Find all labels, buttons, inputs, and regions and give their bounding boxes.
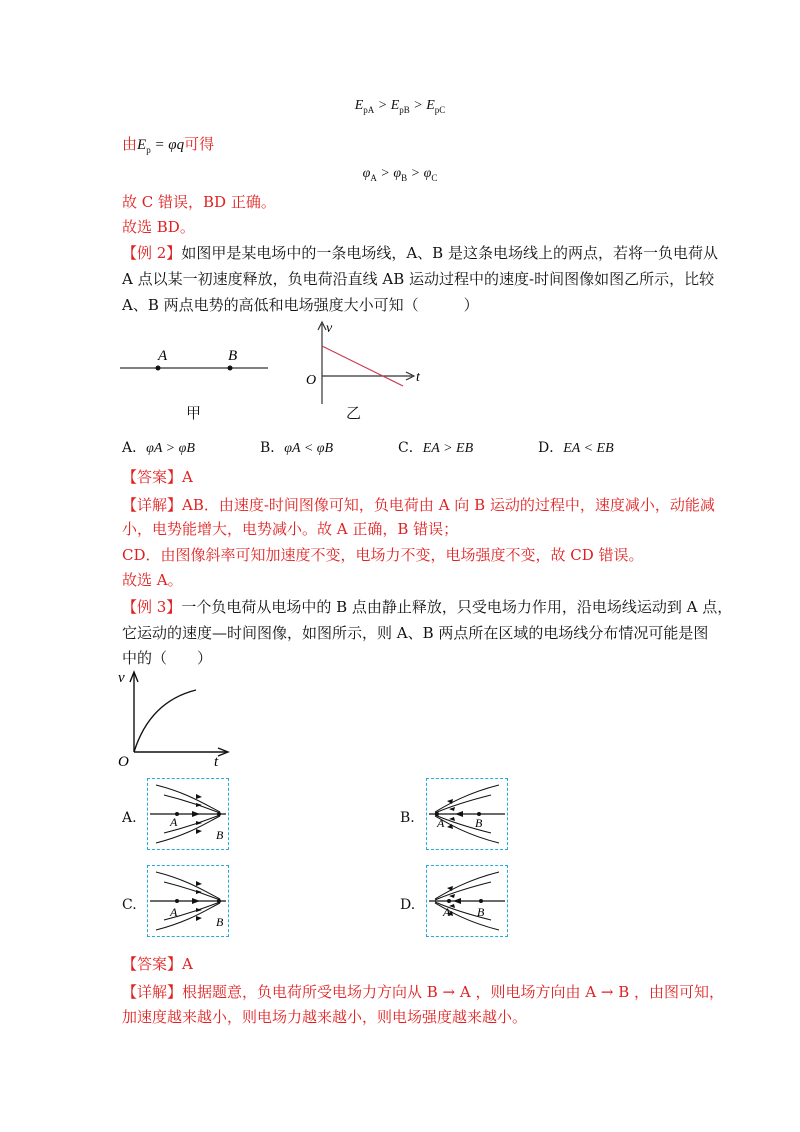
ex2-detail-line2: 小，电势能增大，电势减小。故 A 正确，B 错误； — [122, 520, 459, 538]
point-a-label: A — [158, 348, 168, 364]
ex3-option-a-figure[interactable] — [147, 778, 229, 850]
point-a-dot — [156, 366, 161, 371]
ex2-question-line3: A、B 两点电势的高低和电场强度大小可知（ ） — [122, 296, 479, 314]
velocity-line — [322, 346, 403, 386]
ex2-detail-line1: 【详解】AB．由速度-时间图像可知，负电荷由 A 向 B 运动的过程中，速度减小，动能减 — [122, 496, 715, 514]
svg-text:A: A — [170, 815, 178, 829]
ex3-question-line3: 中的（ ） — [122, 649, 213, 667]
origin-label: O — [118, 754, 129, 768]
ex2-option-d[interactable]: D．EA < EB — [538, 440, 614, 456]
line-c-wrong: 故 C 错误，BD 正确。 — [122, 193, 276, 211]
fig-yi-label: 乙 — [346, 404, 362, 422]
axis-v-label: v — [118, 670, 125, 686]
ex2-figure-field-line — [118, 340, 273, 380]
ex2-detail-line3: CD．由图像斜率可知加速度不变，电场力不变，电场强度不变，故 CD 错误。 — [122, 546, 644, 564]
ex2-figure-vt-graph — [300, 318, 430, 408]
ex2-option-b[interactable]: B．φA < φB — [260, 440, 334, 456]
fig-jia-label: 甲 — [186, 404, 202, 422]
line-choose-bd: 故选 BD。 — [122, 218, 195, 236]
ex3-vt-graph — [116, 668, 241, 768]
ex2-detail-line4: 故选 A。 — [122, 571, 183, 589]
point-b-dot — [228, 366, 233, 371]
ex3-option-b-letter[interactable]: B. — [400, 810, 415, 826]
ex3-option-d-letter[interactable]: D. — [400, 897, 416, 913]
line-by-formula: 由$E_p = \varphi q$可得 — [122, 135, 215, 155]
axis-t-label: t — [416, 370, 420, 385]
svg-text:A: A — [437, 816, 445, 830]
ex2-option-c[interactable]: C．EA > EB — [398, 440, 474, 456]
svg-text:B: B — [477, 905, 485, 919]
svg-text:B: B — [475, 816, 483, 830]
ex2-question-line2: A 点以某一初速度释放，负电荷沿直线 AB 运动过程中的速度-时间图像如图乙所示，比较 — [122, 270, 715, 288]
point-b-label: B — [228, 348, 238, 364]
ex3-answer: 【答案】A — [122, 955, 193, 973]
svg-text:A: A — [170, 905, 178, 919]
velocity-curve — [134, 690, 196, 752]
ex3-question-line2: 它运动的速度—时间图像，如图所示，则 A、B 两点所在区域的电场线分布情况可能是图 — [122, 624, 709, 642]
axis-t-label: t — [214, 754, 219, 768]
ex2-question-line1: 【例 2】如图甲是某电场中的一条电场线，A、B 是这条电场线上的两点，若将一负电荷从 — [122, 244, 718, 262]
ex3-detail-line2: 加速度越来越小，则电场力越来越小，则电场强度越来越小。 — [122, 1008, 528, 1026]
svg-text:B: B — [216, 828, 224, 842]
equation-potential-energy: $E_{pA} > E_{pB} > E_{pC}$ — [354, 98, 446, 115]
ex3-option-c-letter[interactable]: C. — [122, 897, 137, 913]
axis-v-label: v — [326, 321, 333, 336]
svg-text:B: B — [216, 915, 224, 929]
ex3-option-b-figure[interactable] — [426, 778, 508, 850]
svg-text:A: A — [443, 905, 451, 919]
ex3-option-c-figure[interactable] — [147, 865, 229, 937]
origin-label: O — [306, 373, 317, 388]
ex3-question-line1: 【例 3】一个负电荷从电场中的 B 点由静止释放，只受电场力作用，沿电场线运动到 A 点， — [122, 598, 733, 616]
ex3-detail-line1: 【详解】根据题意，负电荷所受电场力方向从 B → A ，则电场方向由 A → B ，由图可知， — [122, 983, 724, 1001]
equation-potential: $\varphi_A > \varphi_B > \varphi_C$ — [362, 166, 438, 183]
ex3-option-a-letter[interactable]: A. — [122, 810, 137, 826]
ex2-answer: 【答案】A — [122, 468, 193, 486]
ex3-option-d-figure[interactable] — [426, 865, 508, 937]
ex2-option-a[interactable]: A．φA > φB — [122, 440, 195, 456]
